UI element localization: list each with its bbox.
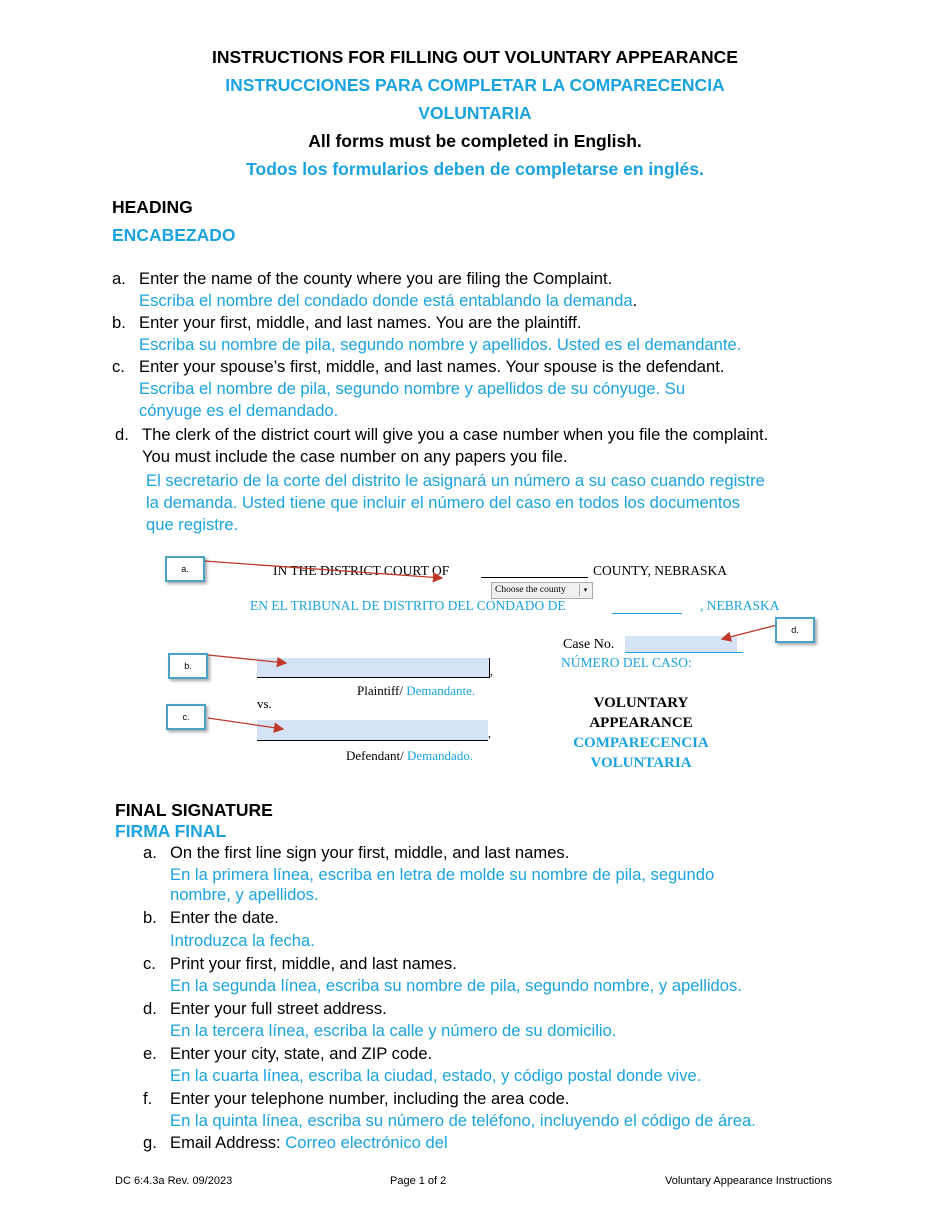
item-text-en: Enter your full street address. — [170, 999, 387, 1018]
item-text-en: Enter your spouse’s first, middle, and last names. Your spouse is the defendant. — [139, 357, 725, 376]
item-text-es: En la quinta línea, escriba su número de teléfono, incluyendo el código de área. — [170, 1111, 756, 1130]
callout-c: c. — [166, 704, 206, 730]
heading-section-title-spanish: ENCABEZADO — [112, 225, 236, 245]
item-text-es-line1: En la primera línea, escriba en letra de molde su nombre de pila, segundo — [170, 865, 715, 884]
item-text-es: Escriba su nombre de pila, segundo nombre y apellidos. Usted es el demandante. — [139, 335, 742, 354]
item-text-en: On the first line sign your first, middle, and last names. — [170, 843, 570, 862]
item-text-en: Enter your first, middle, and last names. You are the plaintiff. — [139, 313, 582, 332]
arrow-d — [722, 625, 777, 639]
callout-arrows — [0, 548, 950, 778]
footer-form-id: DC 6:4.3a Rev. 09/2023 — [115, 1175, 233, 1187]
doc-title-en-2: APPEARANCE — [589, 715, 693, 731]
item-text-es: En la tercera línea, escriba la calle y número de su domicilio. — [170, 1021, 617, 1040]
item-label: a. — [143, 843, 157, 862]
callout-a: a. — [165, 556, 205, 582]
item-label: c. — [112, 357, 125, 376]
chevron-down-icon: ▾ — [579, 584, 591, 596]
item-label: g. — [143, 1133, 157, 1152]
item-text-en-line2: You must include the case number on any papers you file. — [142, 447, 568, 466]
county-select-value: Choose the county — [495, 585, 566, 595]
form-example — [0, 548, 950, 778]
final-signature-title: FINAL SIGNATURE — [115, 800, 273, 820]
arrow-b — [208, 655, 286, 663]
item-text-es: Escriba el nombre del condado donde está entablando la demanda. — [139, 291, 638, 310]
case-number-label: Case No. — [563, 637, 615, 652]
item-text-en: Enter your city, state, and ZIP code. — [170, 1044, 433, 1063]
comma: , — [488, 726, 491, 740]
page-title-spanish-line1: INSTRUCCIONES PARA COMPLETAR LA COMPARECENCIA — [225, 75, 725, 95]
language-note-spanish: Todos los formularios deben de completarse en inglés. — [246, 159, 704, 179]
callout-d: d. — [775, 617, 815, 643]
court-name-label: IN THE DISTRICT COURT OF — [273, 563, 450, 578]
arrow-a — [204, 561, 442, 578]
vs-label: vs. — [257, 696, 272, 711]
arrow-c — [208, 718, 283, 729]
plaintiff-label: Plaintiff/ Demandante. — [357, 683, 476, 698]
page-title-spanish-line2: VOLUNTARIA — [418, 103, 532, 123]
item-text-es: Introduzca la fecha. — [170, 931, 315, 950]
doc-title-en-1: VOLUNTARY — [593, 695, 689, 711]
item-text-es: En la segunda línea, escriba su nombre de pila, segundo nombre, y apellidos. — [170, 976, 742, 995]
item-text-es: En la cuarta línea, escriba la ciudad, estado, y código postal donde vive. — [170, 1066, 702, 1085]
court-state-label: COUNTY, NEBRASKA — [593, 563, 728, 578]
item-label: f. — [143, 1089, 153, 1108]
footer-document-name: Voluntary Appearance Instructions — [665, 1175, 832, 1187]
doc-title-es-2: VOLUNTARIA — [590, 755, 692, 771]
item-text-en: Enter the date. — [170, 908, 279, 927]
comma: , — [490, 664, 493, 678]
item-label: b. — [143, 908, 157, 927]
court-heading-spanish: EN EL TRIBUNAL DE DISTRITO DEL CONDADO DE — [250, 598, 566, 613]
item-text-en: Print your first, middle, and last names. — [170, 954, 457, 973]
final-signature-title-spanish: FIRMA FINAL — [115, 821, 227, 841]
callout-b: b. — [168, 653, 208, 679]
item-label: b. — [112, 313, 126, 332]
item-text-es-line1: Escriba el nombre de pila, segundo nombre y apellidos de su cónyuge. Su — [139, 379, 686, 398]
page-title: INSTRUCTIONS FOR FILLING OUT VOLUNTARY APPEARANCE — [212, 47, 738, 67]
item-label: a. — [112, 269, 126, 288]
defendant-label: Defendant/ Demandado. — [346, 748, 474, 763]
item-label: e. — [143, 1044, 157, 1063]
doc-title-es-1: COMPARECENCIA — [573, 735, 709, 751]
item-label: c. — [143, 954, 156, 973]
item-text-en: Enter the name of the county where you are filing the Complaint. — [139, 269, 613, 288]
item-text-en-line1: The clerk of the district court will give you a case number when you file the complaint. — [142, 425, 769, 444]
item-text-es-line2: cónyuge es el demandado. — [139, 401, 339, 420]
item-label: d. — [143, 999, 157, 1018]
item-text-en: Enter your telephone number, including the area code. — [170, 1089, 570, 1108]
case-number-label-spanish: NÚMERO DEL CASO: — [561, 655, 692, 670]
item-text-en: Email Address: Correo electrónico del — [170, 1133, 448, 1152]
item-text-es-line2: nombre, y apellidos. — [170, 885, 319, 904]
item-label: d. — [115, 425, 129, 444]
item-text-es-line1: El secretario de la corte del distrito le asignará un número a su caso cuando registre — [146, 471, 765, 490]
item-text-es-line2: la demanda. Usted tiene que incluir el número del caso en todos los documentos — [146, 493, 741, 512]
footer-page-number: Page 1 of 2 — [390, 1175, 447, 1187]
item-text-es-line3: que registre. — [146, 515, 239, 534]
court-state-spanish: , NEBRASKA — [700, 598, 780, 613]
language-note: All forms must be completed in English. — [308, 131, 642, 151]
heading-section-title: HEADING — [112, 197, 193, 217]
